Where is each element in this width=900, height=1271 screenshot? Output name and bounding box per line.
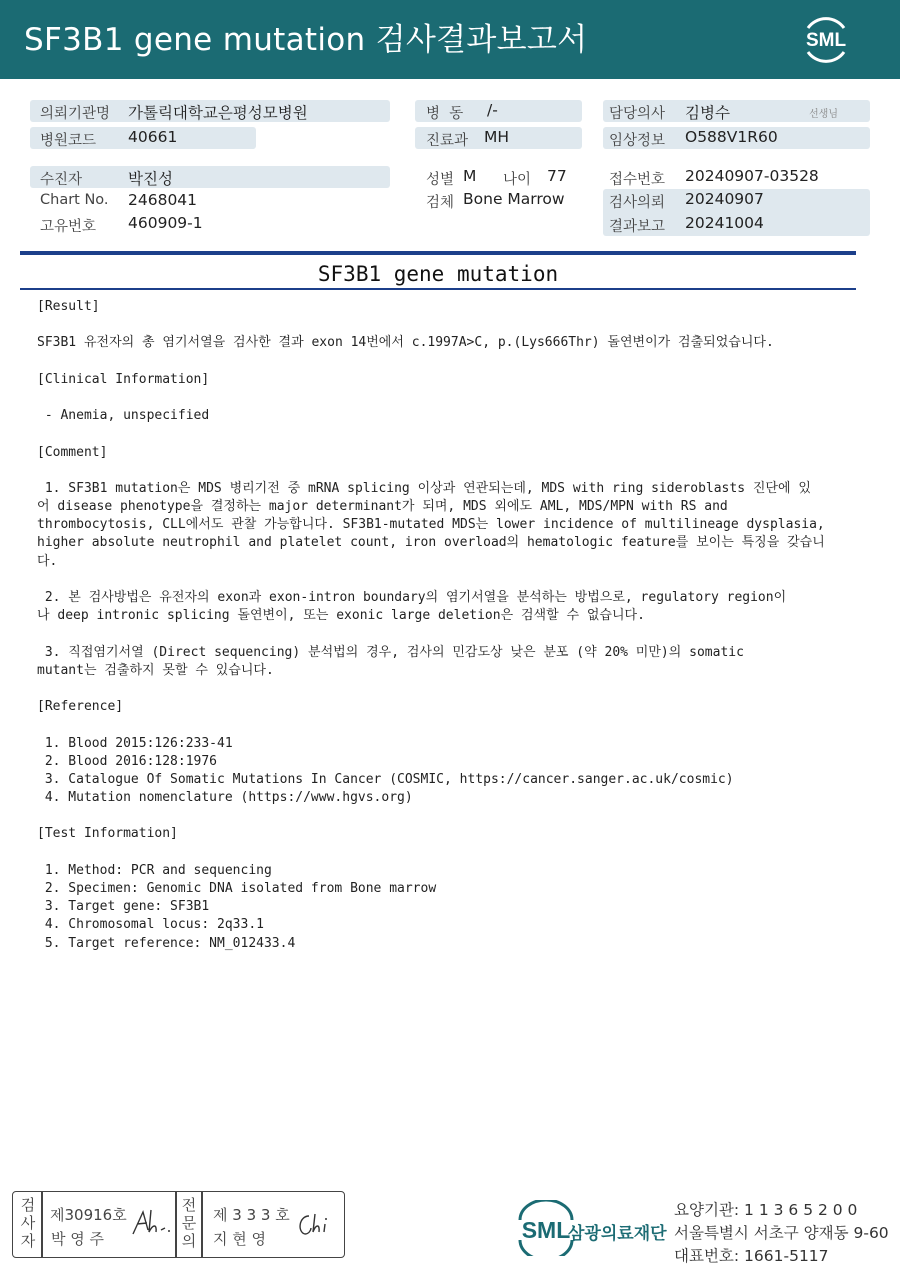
hospital-code-value: 40661 (128, 128, 178, 146)
ward-field (415, 100, 582, 122)
specimen-field (415, 189, 585, 211)
report-line (37, 425, 852, 443)
report-line: 3. 직접염기서열 (Direct sequencing) 분석법의 경우, 검사의 민감도상 낮은 분포 (약 20% 미만)의 somatic (37, 644, 744, 660)
report-line: [Test Information] (37, 826, 178, 842)
institution-value: 가톨릭대학교은평성모병원 (128, 104, 308, 122)
report-header (0, 0, 900, 79)
sex-age-field (415, 166, 585, 188)
clinical-info-field (603, 127, 870, 149)
title-top-rule (20, 251, 856, 255)
institution-label: 의뢰기관명 (40, 106, 111, 122)
signature-divider (41, 1192, 43, 1257)
examiner-name: 박 영 주 (51, 1230, 105, 1248)
request-date-label: 검사의뢰 (609, 195, 666, 211)
report-line: - Anemia, unspecified (37, 408, 210, 424)
report-line: [Comment] (37, 444, 108, 460)
report-line: 1. SF3B1 mutation은 MDS 병리기전 중 mRNA splicing 이상과 연관되는데, MDS with ring sideroblasts 진단에 있 (37, 480, 811, 496)
doctor-value: 김병수 (685, 104, 730, 122)
signature-divider (201, 1192, 203, 1257)
examiner-number: 제30916호 (50, 1206, 127, 1224)
specimen-value: Bone Marrow (463, 190, 565, 208)
receipt-no-label: 접수번호 (609, 172, 666, 188)
report-line (37, 680, 852, 698)
address: 서울특별시 서초구 양재동 9-60 (674, 1224, 889, 1242)
report-line (37, 462, 852, 480)
report-header-title: SF3B1 gene mutation 검사결과보고서 (24, 22, 588, 58)
report-line: higher absolute neutrophil and platelet count, iron overload의 hematologic feature를 보이는 특징을 갖습니 (37, 535, 825, 551)
doctor-label: 담당의사 (609, 106, 666, 122)
specimen-label: 검체 (426, 195, 455, 211)
sex-value: M (463, 167, 477, 185)
report-line (37, 389, 852, 407)
report-line: 2. Specimen: Genomic DNA isolated from Bone marrow (37, 881, 437, 896)
report-line (37, 316, 852, 334)
report-date-value: 20241004 (685, 214, 764, 232)
examiner-signature-icon (129, 1206, 177, 1240)
doctor-suffix: 선생님 (809, 109, 838, 120)
report-date-label: 결과보고 (609, 219, 666, 235)
clinical-info-value: O588V1R60 (685, 128, 778, 146)
report-line: [Result] (37, 299, 100, 314)
report-body (37, 298, 852, 953)
unique-no-value: 460909-1 (128, 214, 203, 232)
report-line: SF3B1 유전자의 총 염기서열을 검사한 결과 exon 14번에서 c.1997A>C, p.(Lys666Thr) 돌연변이가 검출되었습니다. (37, 335, 774, 351)
report-line: [Reference] (37, 699, 124, 715)
report-line: thrombocytosis, CLL에서도 관찰 가능합니다. SF3B1-mutated MDS는 lower incidence of multilineage dysplasia, (37, 517, 825, 533)
title-bottom-rule (20, 288, 856, 290)
report-line (37, 716, 852, 734)
report-line (37, 844, 852, 862)
foundation-name: 삼광의료재단 (568, 1224, 667, 1244)
report-line: 1. Method: PCR and sequencing (37, 862, 272, 878)
specialist-label: 전 문 의 (181, 1196, 197, 1250)
report-line (37, 625, 852, 643)
hospital-code-field (30, 127, 256, 149)
patient-label: 수진자 (40, 172, 83, 188)
report-line: 4. Mutation nomenclature (https://www.hgvs.org) (37, 790, 413, 806)
chart-no-label: Chart No. (40, 192, 109, 208)
department-value: MH (484, 128, 510, 146)
chart-no-field (30, 190, 390, 212)
institution-field (30, 100, 390, 122)
patient-value: 박진성 (128, 170, 173, 188)
unique-no-label: 고유번호 (40, 219, 97, 235)
report-line: 5. Target reference: NM_012433.4 (37, 935, 296, 951)
report-line (37, 571, 852, 589)
chart-no-value: 2468041 (128, 191, 198, 209)
ward-label: 병 동 (426, 106, 464, 122)
patient-field (30, 166, 390, 188)
report-line: 2. Blood 2016:128:1976 (37, 753, 218, 769)
report-line: 2. 본 검사방법은 유전자의 exon과 exon-intron boundary의 염기서열을 분석하는 방법으로, regulatory region이 (37, 590, 787, 605)
ward-value: /- (487, 101, 498, 119)
age-label: 나이 (503, 172, 532, 188)
report-line: 3. Target gene: SF3B1 (37, 899, 210, 915)
examiner-label: 검 사 자 (20, 1196, 36, 1250)
report-line: 3. Catalogue Of Somatic Mutations In Cancer (COSMIC, https://cancer.sanger.ac.uk/cosmic) (37, 771, 734, 787)
report-line (37, 353, 852, 371)
report-line (37, 807, 852, 825)
phone-number: 대표번호: 1661-5117 (674, 1247, 829, 1265)
hospital-code-label: 병원코드 (40, 133, 97, 149)
department-label: 진료과 (426, 133, 469, 149)
header-logo-text: SML (805, 30, 847, 51)
unique-no-field (30, 213, 390, 235)
request-date-value: 20240907 (685, 190, 764, 208)
specialist-name: 지 현 영 (213, 1230, 267, 1248)
specialist-number: 제 3 3 3 호 (213, 1206, 290, 1224)
sex-label: 성별 (426, 172, 455, 188)
age-value: 77 (547, 167, 567, 185)
footer-logo-text: SML (521, 1217, 571, 1243)
report-line: [Clinical Information] (37, 371, 210, 387)
receipt-no-field (603, 166, 870, 188)
report-line: 4. Chromosomal locus: 2q33.1 (37, 917, 264, 933)
clinical-info-label: 임상정보 (609, 133, 666, 149)
doctor-field (603, 100, 870, 122)
report-line: 나 deep intronic splicing 돌연변이, 또는 exonic large deletion은 검색할 수 없습니다. (37, 608, 645, 624)
dates-field (603, 189, 870, 236)
report-line: 다. (37, 553, 58, 569)
care-code: 요양기관: 1 1 3 6 5 2 0 0 (674, 1201, 858, 1219)
signature-box (12, 1191, 345, 1258)
report-line: mutant는 검출하지 못할 수 있습니다. (37, 662, 274, 678)
report-title: SF3B1 gene mutation (317, 262, 559, 286)
specialist-signature-icon (293, 1210, 339, 1240)
receipt-no-value: 20240907-03528 (685, 167, 819, 185)
sml-logo-icon (798, 12, 854, 66)
report-line: 1. Blood 2015:126:233-41 (37, 735, 233, 751)
department-field (415, 127, 582, 149)
report-line: 어 disease phenotype을 결정하는 major determinant가 되며, MDS 외에도 AML, MDS/MPN with RS and (37, 499, 728, 515)
